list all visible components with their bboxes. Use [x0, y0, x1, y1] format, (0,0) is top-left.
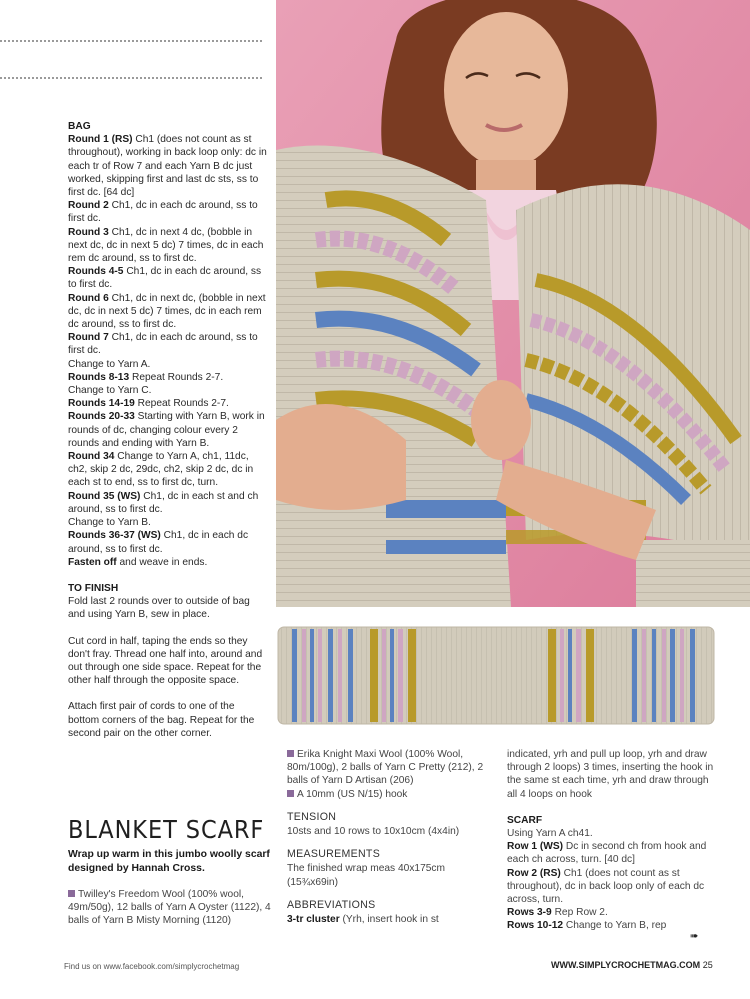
scarf-stripe: [390, 629, 394, 722]
blanket-scarf-title: BLANKET SCARF: [68, 815, 265, 844]
bag-round-label: Round 35 (WS): [68, 490, 141, 502]
bag-round-label: Rounds 8-13: [68, 371, 130, 383]
scarf-row-4: [507, 919, 717, 932]
scarf-stripe: [348, 629, 353, 722]
bag-round-8: [68, 371, 268, 384]
abbr-label: 3-tr cluster: [287, 914, 340, 926]
bag-round-label: Round 3: [68, 226, 109, 238]
scarf-stripe: [670, 629, 675, 722]
bag-round-text: Ch1, dc in each dc around, ss to first dc.: [68, 530, 249, 555]
scarf-stripe: [632, 629, 637, 722]
scarf-stripe: [370, 629, 378, 722]
divider-top: [0, 40, 262, 42]
bag-round-16: [68, 556, 268, 569]
bag-round-text: Repeat Rounds 2-7.: [129, 371, 224, 383]
bag-round-label: Round 7: [68, 332, 109, 344]
bag-instructions: [68, 120, 268, 740]
bag-rounds: [68, 133, 268, 569]
continue-arrow-icon: ➠: [690, 931, 699, 942]
scarf-row-3: [507, 906, 717, 919]
bag-round-7: [68, 358, 268, 371]
yarn-list-item-2: [287, 748, 487, 788]
bag-round-label: Rounds 4-5: [68, 266, 124, 278]
flat-scarf-photo: [276, 625, 716, 726]
bag-round-label: Rounds 36-37 (WS): [68, 530, 161, 542]
hook-text: A 10mm (US N/15) hook: [297, 788, 408, 800]
bag-round-text: Change to Yarn C.: [68, 385, 152, 397]
bag-round-13: [68, 490, 268, 516]
scarf-pattern-column: [507, 748, 717, 933]
page-number: 25: [702, 960, 713, 970]
abbr-text: (Yrh, insert hook in st: [339, 914, 439, 926]
finish-p2: Cut cord in half, taping the ends so they don't fray. Thread one half into, around and out through one side space. Repeat for the other half through the opposite space.: [68, 635, 263, 687]
bag-round-text: Change to Yarn A, ch1, 11dc, ch2, skip 2 dc, 29dc, ch2, skip 2 dc, dc in each st to end, ss to first dc, turn.: [68, 451, 254, 489]
bag-round-label: Rounds 14-19: [68, 398, 135, 410]
scarf-stripe: [642, 629, 646, 722]
bag-round-text: Ch1 (does not count as st throughout), working in back loop only: dc in each tr of Row 7 and each Yarn B dc just worked, skipping first and last dc sts, ss to first dc. [64 dc]: [68, 134, 267, 199]
bag-round-4: [68, 265, 268, 291]
scarf-stripe: [576, 629, 581, 722]
bag-round-label: Round 2: [68, 200, 109, 212]
scarf-stripe: [310, 629, 314, 722]
scarf-row-label: Row 1 (WS): [507, 841, 564, 853]
bag-round-label: Round 1 (RS): [68, 134, 133, 146]
yarn-2-text: Erika Knight Maxi Wool (100% Wool, 80m/100g), 2 balls of Yarn C Pretty (212), 2 balls of Yarn D Artisan (206): [287, 749, 484, 787]
scarf-stripe: [652, 629, 656, 722]
abbr-continuation: indicated, yrh and pull up loop, yrh and draw through 2 loops) 3 times, inserting the hook in the same st each time, yrh and draw through all 4 loops on hook: [507, 749, 714, 800]
bag-round-text: Ch1, dc in next dc, (bobble in next dc, dc in next 5 dc) 7 times, dc in each rem dc around, ss to first dc.: [68, 292, 266, 331]
scarf-stripe: [568, 629, 572, 722]
blanket-scarf-intro: Wrap up warm in this jumbo woolly scarf designed by Hannah Cross.: [68, 849, 270, 874]
bag-round-text: Ch1, dc in each st and ch around, ss to first dc.: [68, 490, 259, 515]
blanket-scarf-block: [68, 815, 273, 928]
scarf-heading: SCARF: [507, 814, 543, 826]
bag-round-11: [68, 410, 268, 450]
model-photo-illustration: [276, 0, 750, 607]
bag-round-label: Round 6: [68, 292, 109, 304]
scarf-row-text: Ch1 (does not count as st throughout), dc in back loop only of each dc across, turn.: [507, 867, 705, 906]
bag-round-15: [68, 529, 268, 555]
bag-round-text: Repeat Rounds 2-7.: [134, 398, 229, 410]
hook-item: [287, 788, 487, 801]
scarf-stripe: [292, 629, 297, 722]
scarf-stripe: [382, 629, 386, 722]
bag-round-label: Fasten off: [68, 556, 117, 568]
footer-url: WWW.SIMPLYCROCHETMAG.COM: [551, 960, 701, 970]
bag-round-9: [68, 384, 268, 397]
scarf-row-text: Change to Yarn B, rep: [563, 920, 667, 932]
bag-round-text: Change to Yarn A.: [68, 358, 151, 370]
bag-round-text: Ch1, dc in each dc around, ss to first dc.: [68, 332, 258, 357]
abbreviation-cluster: [287, 913, 487, 926]
scarf-using: Using Yarn A ch41.: [507, 828, 593, 840]
finish-p3: Attach first pair of cords to one of the bottom corners of the bag. Repeat for the second pair on the other corner.: [68, 701, 255, 739]
scarf-row-text: Dc in second ch from hook and each ch across, turn. [40 dc]: [507, 841, 707, 866]
yarn-list-item-1: [68, 888, 273, 928]
scarf-stripe: [318, 629, 322, 722]
flat-scarf-illustration: [276, 625, 716, 726]
bullet-square-icon: [68, 890, 75, 897]
bag-round-text: Change to Yarn B.: [68, 517, 151, 529]
scarf-stripe: [586, 629, 594, 722]
bag-round-2: [68, 199, 268, 225]
bag-round-12: [68, 450, 268, 490]
scarf-row-label: Rows 3-9: [507, 907, 552, 919]
scarf-stripe: [662, 629, 666, 722]
scarf-row-label: Rows 10-12: [507, 920, 564, 932]
bag-heading: BAG: [68, 121, 91, 132]
tension-heading: TENSION: [287, 810, 337, 823]
tension-text: 10sts and 10 rows to 10x10cm (4x4in): [287, 826, 460, 838]
footer-facebook: Find us on www.facebook.com/simplycrochetmag: [64, 962, 240, 971]
scarf-rows: [507, 840, 717, 932]
bag-round-text: Starting with Yarn B, work in rounds of dc, changing colour every 2 rounds and ending with Yarn B.: [68, 411, 265, 449]
bag-round-label: Rounds 20-33: [68, 411, 135, 423]
bag-round-text: Ch1, dc in each dc around, ss to first dc.: [68, 266, 262, 291]
bullet-square-icon: [287, 790, 294, 797]
bag-round-14: [68, 516, 268, 529]
bag-round-5: [68, 292, 268, 332]
scarf-stripe: [408, 629, 416, 722]
divider-top-2: [0, 77, 262, 79]
scarf-row-text: Rep Row 2.: [551, 907, 608, 919]
model-photo: [276, 0, 750, 607]
materials-column: [287, 748, 487, 926]
scarf-stripe: [548, 629, 556, 722]
bag-round-3: [68, 226, 268, 266]
bag-round-label: Round 34: [68, 451, 115, 463]
scarf-stripe: [328, 629, 333, 722]
scarf-row-label: Row 2 (RS): [507, 867, 561, 879]
scarf-stripe: [338, 629, 342, 722]
bullet-square-icon: [287, 750, 294, 757]
bag-round-text: Ch1, dc in next 4 dc, (bobble in next dc, dc in next 5 dc) 7 times, dc in each rem dc around, ss to first dc.: [68, 226, 264, 265]
scarf-stripe: [302, 629, 306, 722]
scarf-stripe: [560, 629, 564, 722]
scarf-row-1: [507, 840, 717, 866]
measurements-heading: MEASUREMENTS: [287, 848, 381, 861]
bag-round-1: [68, 133, 268, 199]
finish-p1: Fold last 2 rounds over to outside of bag and using Yarn B, sew in place.: [68, 596, 250, 621]
finish-heading: TO FINISH: [68, 582, 119, 594]
bag-round-text: and weave in ends.: [116, 556, 208, 568]
bag-round-10: [68, 397, 268, 410]
measurements-text: The finished wrap meas 40x175cm (15¾x69in): [287, 863, 445, 888]
bag-round-6: [68, 331, 268, 357]
scarf-stripe: [690, 629, 695, 722]
scarf-stripe: [398, 629, 403, 722]
abbreviations-heading: ABBREVIATIONS: [287, 898, 376, 911]
scarf-stripe: [680, 629, 684, 722]
footer-site: [551, 960, 713, 970]
yarn-1-text: Twilley's Freedom Wool (100% wool, 49m/50g), 12 balls of Yarn A Oyster (1122), 4 balls of Yarn B Misty Morning (1120): [68, 889, 271, 927]
scarf-row-2: [507, 867, 717, 907]
bag-round-text: Ch1, dc in each dc around, ss to first dc.: [68, 200, 258, 225]
